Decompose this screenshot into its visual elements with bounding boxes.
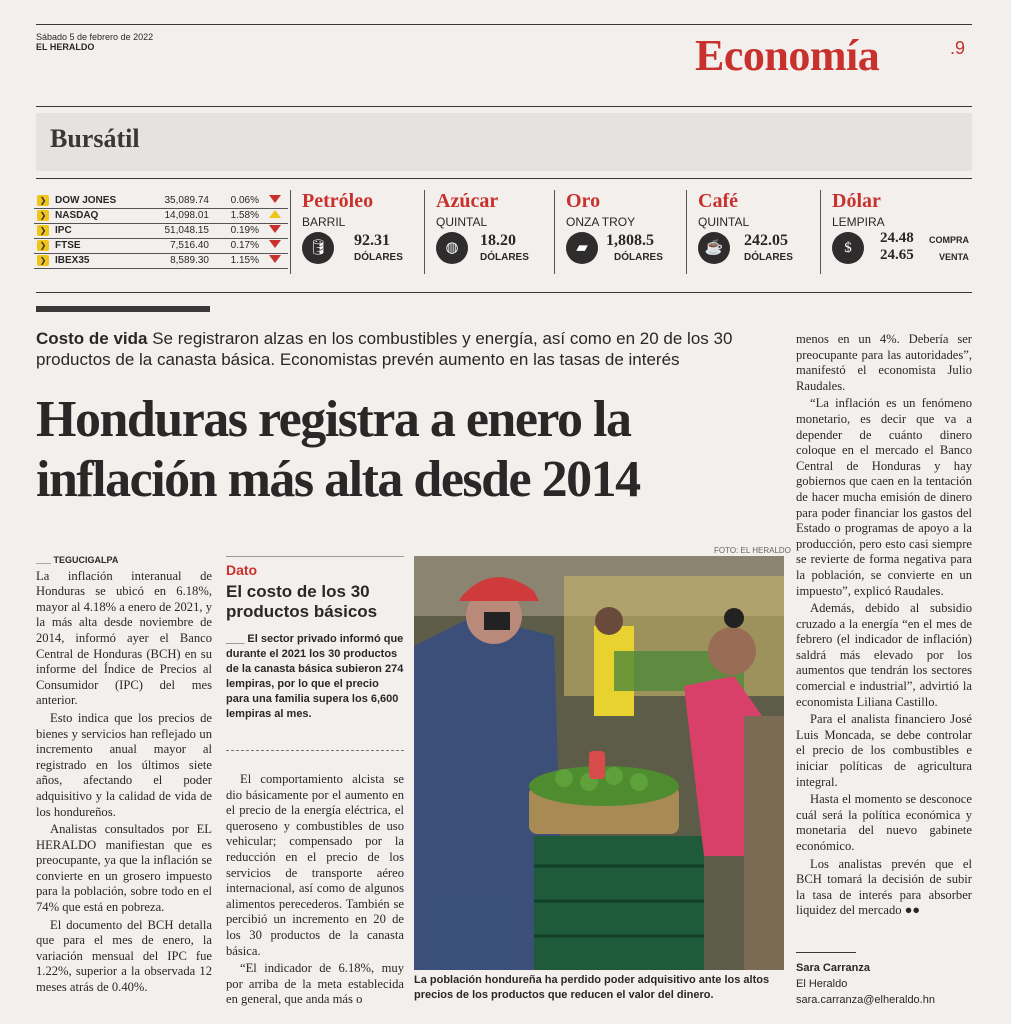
commodity-cafe: [698, 190, 828, 263]
chevron-right-icon: ❯: [37, 210, 49, 221]
commodity-azucar: [436, 190, 566, 263]
article-dateline: ___ TEGUCIGALPA: [36, 555, 119, 565]
chevron-right-icon: ❯: [37, 225, 49, 236]
dato-rule: [226, 556, 404, 557]
index-name: IBEX35: [52, 253, 138, 268]
coffee-beans-icon: ☕: [698, 232, 730, 264]
article-kicker: [36, 328, 786, 370]
oil-barrel-icon: 🛢: [302, 232, 334, 264]
commodity-name: Dólar: [832, 190, 881, 212]
divider: [290, 190, 291, 274]
commodity-name: Café: [698, 190, 738, 212]
commodity-oro: [566, 190, 696, 263]
paper-name: EL HERALDO: [36, 42, 95, 52]
divider: [686, 190, 687, 274]
author-name: Sara Carranza: [796, 962, 870, 974]
index-name: NASDAQ: [52, 208, 138, 223]
index-value: 51,048.15: [138, 223, 212, 238]
commodity-unit: QUINTAL: [436, 215, 488, 229]
index-change: 1.15%: [212, 253, 262, 268]
commodity-unit: BARRIL: [302, 215, 346, 229]
paragraph: Hasta el momento se desconoce cuál será la política económica y monetaria del nuevo gabinete económico.: [796, 792, 972, 853]
paragraph: “La inflación es un fenómeno monetario, es decir que va a depender de cuánto dinero coloque en el mercado el Banco Central de Honduras y hay gobiernos que caen en la tentación de hacer mucha emisión de dinero para poder financiar los gastos del Estado o programas de apoyo a la producción, pero esto casi siempre se revierte de forma negativa para la población, se convierte en un impuesto”, explicó Raudales.: [796, 396, 972, 598]
top-rule: [36, 24, 972, 25]
dato-text: El sector privado informó que durante el 2021 los 30 productos de la canasta básica subieron 274 lempiras, por lo que el precio para una familia supera los 6,600 lempiras al mes.: [226, 633, 404, 720]
arrow-down-icon: [269, 255, 281, 263]
table-row: [34, 238, 288, 253]
index-value: 35,089.74: [138, 193, 212, 208]
paragraph: El documento del BCH detalla que para el mes de enero, la variación mensual del IPC fue 1.22%, superior a la observada 12 meses atrás de 0.40%.: [36, 917, 212, 995]
paragraph: “El indicador de 6.18%, muy por arriba de la meta establecida en general, que anda más o: [226, 961, 404, 1007]
market-band: [36, 113, 972, 171]
paragraph: menos en un 4%. Debería ser preocupante para las autoridades”, manifestó el economista Julio Raudales.: [796, 332, 972, 393]
paragraph: La inflación interanual de Honduras se ubicó en 6.18%, mayor al 4.18% a enero de 2021, y la más alta desde noviembre de 2014, informó ayer el Banco Central de Honduras (BCH) en su informe del Índice de Precios al Consumidor (IPC) del mes anterior.: [36, 568, 212, 708]
arrow-down-icon: [269, 225, 281, 233]
byline: [796, 960, 935, 1008]
chevron-right-icon: ❯: [37, 255, 49, 266]
index-name: DOW JONES: [52, 193, 138, 208]
index-value: 7,516.40: [138, 238, 212, 253]
table-row: [34, 253, 288, 268]
photo-credit: FOTO: EL HERALDO: [714, 546, 791, 555]
byline-rule: [796, 952, 856, 953]
kicker-text: Se registraron alzas en los combustibles y energía, así como en 20 de los 30 productos de la canasta básica. Economistas prevén aumento en las tasas de interés: [36, 329, 733, 369]
dollar-bag-icon: $: [832, 232, 864, 264]
index-name: FTSE: [52, 238, 138, 253]
stock-index-table: [34, 193, 288, 269]
author-outlet: El Heraldo: [796, 978, 848, 990]
dateline-city: TEGUCIGALPA: [53, 555, 119, 565]
commodity-currency: DÓLARES: [614, 252, 663, 263]
commodity-unit: ONZA TROY: [566, 215, 636, 229]
headline: Honduras registra a enero la inflación más alta desde 2014: [36, 391, 640, 508]
paragraph: Además, debido al subsidio cruzado a la energía “en el mes de febrero (el indicador de inflación) saldrá más elevado por los aumentos que tendrán los sectores comercial e industrial”, advirtió la economista Liliana Castillo.: [796, 601, 972, 709]
commodity-value: 92.31: [354, 232, 390, 249]
market-photo-illustration: [414, 556, 784, 970]
commodity-value: 242.05: [744, 232, 788, 249]
commodity-value: 1,808.5: [606, 232, 654, 249]
index-value: 14,098.01: [138, 208, 212, 223]
commodity-currency: DÓLARES: [480, 252, 529, 263]
arrow-down-icon: [269, 240, 281, 248]
commodity-currency: DÓLARES: [744, 252, 793, 263]
commodity-name: Azúcar: [436, 190, 499, 212]
dato-label: Dato: [226, 562, 258, 578]
paragraph: Analistas consultados por EL HERALDO manifiestan que es preocupante, ya que la inflación se convierte en un grosero impuesto para la población, sobre todo en el 74% que está en pobreza.: [36, 822, 212, 915]
dato-body: ___ El sector privado informó que durante el 2021 los 30 productos de la canasta básica subieron 274 lempiras, por lo que el precio para una familia supera los 6,600 lempiras al mes.: [226, 633, 404, 720]
table-row: [34, 223, 288, 238]
divider: [424, 190, 425, 274]
divider: [820, 190, 821, 274]
paragraph: El comportamiento alcista se dio básicamente por el aumento en el precio de la energía eléctrica, el queroseno y combustibles de uso vehicular; compensado por la reducción en el precio de los servicios de transporte aéreo internacional, así como de algunos alimentos perecederos. También se percibió un incremento en 20 de los 30 productos de la canasta básica.: [226, 772, 404, 958]
dateline: [36, 32, 153, 52]
exchange-buy: 24.48: [880, 230, 914, 246]
market-rule: [36, 178, 972, 179]
page-number: .9: [950, 38, 966, 58]
kicker-bar: [36, 306, 210, 312]
paragraph: Los analistas prevén que el BCH tomará la decisión de subir la tasa de interés para absorber liquidez del mercado ●●: [796, 856, 972, 918]
commodity-unit: QUINTAL: [698, 215, 750, 229]
index-change: 0.06%: [212, 193, 262, 208]
sell-label: VENTA: [939, 252, 969, 262]
photo-caption: La población hondureña ha perdido poder adquisitivo ante los altos precios de los productos que reducen el valor del dinero.: [414, 974, 770, 1001]
column-1: [36, 553, 212, 998]
index-name: IPC: [52, 223, 138, 238]
sugar-sack-icon: ◍: [436, 232, 468, 264]
commodity-dolar: [832, 190, 972, 263]
exchange-sell: 24.65: [880, 247, 914, 263]
index-change: 0.17%: [212, 238, 262, 253]
author-email[interactable]: sara.carranza@elheraldo.hn: [796, 994, 935, 1006]
buy-label: COMPRA: [929, 235, 969, 245]
table-row: [34, 208, 288, 223]
section-rule: [36, 292, 972, 293]
dato-title: El costo de los 30 productos básicos: [226, 582, 378, 621]
arrow-up-icon: [269, 210, 281, 218]
gold-bars-icon: ▰: [566, 232, 598, 264]
issue-date: Sábado 5 de febrero de 2022: [36, 32, 154, 42]
index-value: 8,589.30: [138, 253, 212, 268]
commodity-name: Oro: [566, 190, 601, 212]
paragraph: Para el analista financiero José Luis Moncada, se debe controlar el precio de los combustibles e iniciar políticas de agricultura integral.: [796, 712, 972, 789]
market-title: Bursátil: [50, 124, 140, 153]
commodity-name: Petróleo: [302, 190, 374, 212]
arrow-down-icon: [269, 195, 281, 203]
section-title: Economía: [695, 31, 880, 80]
chevron-right-icon: ❯: [37, 240, 49, 251]
column-3: [796, 332, 972, 921]
commodity-value: 18.20: [480, 232, 516, 249]
market-photo: [414, 556, 784, 970]
dato-divider: [226, 750, 404, 751]
commodity-petroleo: [302, 190, 432, 263]
column-2: [226, 772, 404, 1010]
divider: [554, 190, 555, 274]
chevron-right-icon: ❯: [37, 195, 49, 206]
index-change: 0.19%: [212, 223, 262, 238]
commodity-unit: LEMPIRA: [832, 215, 885, 229]
paragraph: Esto indica que los precios de bienes y servicios han reflejado un incremento anual mayor al registrado en los últimos siete años, afectando el poder adquisitivo y la calidad de vida de los hondureños.: [36, 710, 212, 819]
header-rule: [36, 106, 972, 107]
index-change: 1.58%: [212, 208, 262, 223]
kicker-lead: Costo de vida: [36, 329, 148, 348]
commodity-currency: DÓLARES: [354, 252, 403, 263]
table-row: [34, 193, 288, 208]
